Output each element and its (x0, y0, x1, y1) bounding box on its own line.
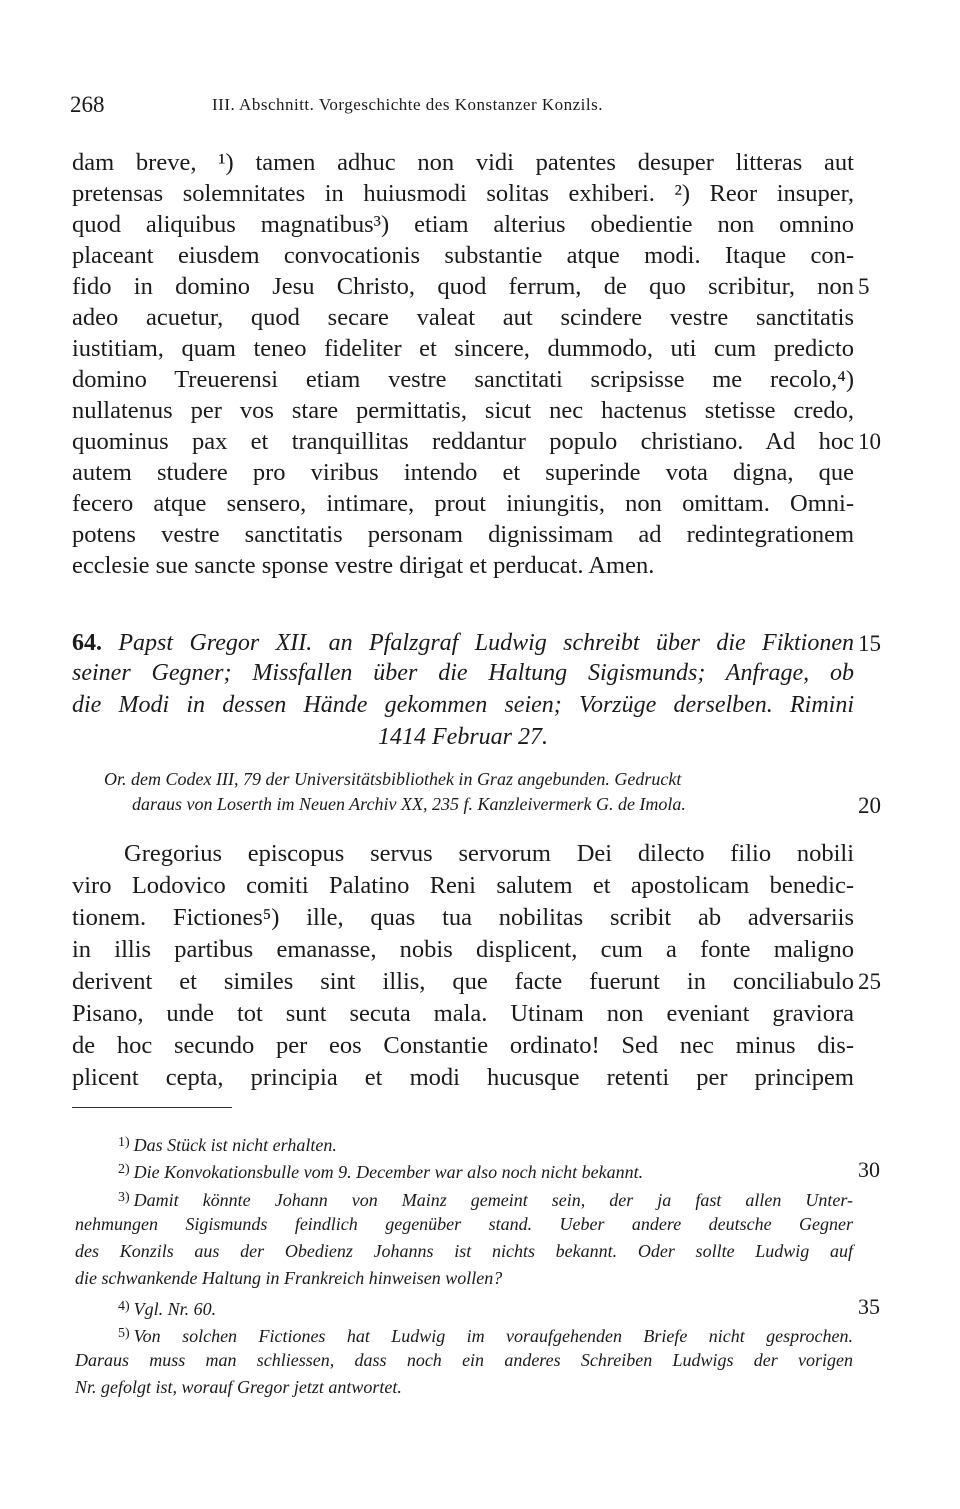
text-line: Gregorius episcopus servus servorum Dei dilecto filio nobili (124, 840, 854, 867)
line-number: 35 (858, 1294, 880, 1319)
footnote-marker: 3) (118, 1190, 130, 1205)
text-line: potens vestre sanctitatis personam dignissimam ad redintegrationem (72, 521, 854, 548)
text-line: adeo acuetur, quod secare valeat aut scindere vestre sanctitatis (72, 304, 854, 331)
text-line: ecclesie sue sancte sponse vestre dirigat et perducat. Amen. (72, 552, 655, 579)
source-note-line: Or. dem Codex III, 79 der Universitätsbibliothek in Graz angebunden. Gedruckt (104, 769, 682, 789)
footnote-marker: 5) (118, 1326, 130, 1341)
footnote-1: $^{1)}$ Das Stück ist nicht erhalten. (118, 1135, 337, 1155)
line-number: 15 (858, 631, 881, 656)
text-line: derivent et similes sint illis, que facte fuerunt in conciliabulo (72, 968, 854, 995)
text-line: viro Lodovico comiti Palatino Reni salutem et apostolicam benedic- (72, 872, 854, 899)
running-header (70, 92, 860, 122)
line-number: 5 (858, 274, 870, 299)
footnote-marker: 1) (118, 1135, 130, 1150)
text-line: de hoc secundo per eos Constantie ordinato! Sed nec minus dis- (72, 1032, 854, 1059)
document-number: 64. (72, 630, 102, 656)
footnote-3: $^{3)}$ Damit könnte Johann von Mainz gemeint sein, der ja fast allen Unter- (118, 1190, 853, 1210)
line-number: 20 (858, 793, 881, 818)
text-line: placeant eiusdem convocationis substantie atque modi. Itaque con- (72, 242, 854, 269)
page-number: 268 (70, 92, 105, 117)
text-line: plicent cepta, principia et modi hucusque retenti per principem (72, 1064, 854, 1091)
footnote-5: $^{5)}$ Von solchen Fictiones hat Ludwig im voraufgehenden Briefe nicht gesprochen. (118, 1326, 853, 1346)
text-line: fido in domino Jesu Christo, quod ferrum, de quo scribitur, non (72, 273, 854, 300)
footnote-separator (72, 1107, 232, 1108)
footnote-3-line: des Konzils aus der Obedienz Johanns ist nichts bekannt. Oder sollte Ludwig auf (75, 1241, 853, 1261)
text-line: Pisano, unde tot sunt secuta mala. Utinam non eveniant graviora (72, 1000, 854, 1027)
heading-line-1: 64. Papst Gregor XII. an Pfalzgraf Ludwig schreibt über die Fiktionen (72, 630, 854, 656)
text-line: pretensas solemnitates in huiusmodi solitas exhiberi. ²) Reor insuper, (72, 180, 854, 207)
footnote-2: $^{2)}$ Die Konvokationsbulle vom 9. December war also noch nicht bekannt. (118, 1162, 644, 1182)
running-head: III. Abschnitt. Vorgeschichte des Konstanzer Konzils. (212, 95, 603, 114)
heading-line: seiner Gegner; Missfallen über die Haltung Sigismunds; Anfrage, ob (72, 660, 854, 686)
text-line: iustitiam, quam teneo fideliter et sincere, dummodo, uti cum predicto (72, 335, 854, 362)
footnote-3-line: nehmungen Sigismunds feindlich gegenüber stand. Ueber andere deutsche Gegner (75, 1214, 853, 1234)
text-line: nullatenus per vos stare permittatis, sicut nec hactenus stetisse credo, (72, 397, 854, 424)
footnote-5-line: Daraus muss man schliessen, dass noch ein anderes Schreiben Ludwigs der vorigen (75, 1350, 853, 1370)
source-note-line: daraus von Loserth im Neuen Archiv XX, 235 f. Kanzleivermerk G. de Imola. (132, 794, 686, 814)
line-number: 25 (858, 969, 881, 994)
text-line: in illis partibus emanasse, nobis displicent, cum a fonte maligno (72, 936, 854, 963)
footnote-marker: 2) (118, 1162, 130, 1177)
line-number: 10 (858, 429, 881, 454)
text-line: dam breve, ¹) tamen adhuc non vidi patentes desuper litteras aut (72, 149, 854, 176)
line-number: 30 (858, 1157, 880, 1182)
heading-date: 1414 Februar 27. (378, 724, 548, 750)
footnote-5-line: Nr. gefolgt ist, worauf Gregor jetzt antwortet. (75, 1377, 402, 1397)
text-line: tionem. Fictiones⁵) ille, quas tua nobilitas scribit ab adversariis (72, 904, 854, 931)
text-line: autem studere pro viribus intendo et superinde vota digna, que (72, 459, 854, 486)
text-line: domino Treuerensi etiam vestre sanctitati scripsisse me recolo,⁴) (72, 366, 854, 393)
text-line: fecero atque sensero, intimare, prout iniungitis, non omittam. Omni- (72, 490, 854, 517)
footnote-3-line: die schwankende Haltung in Frankreich hinweisen wollen? (75, 1268, 503, 1288)
text-line: quominus pax et tranquillitas reddantur populo christiano. Ad hoc (72, 428, 854, 455)
footnote-4: $^{4)}$ Vgl. Nr. 60. (118, 1299, 217, 1319)
footnote-marker: 4) (118, 1299, 130, 1314)
heading-line: die Modi in dessen Hände gekommen seien; Vorzüge derselben. Rimini (72, 692, 854, 718)
text-line: quod aliquibus magnatibus³) etiam alterius obedientie non omnino (72, 211, 854, 238)
